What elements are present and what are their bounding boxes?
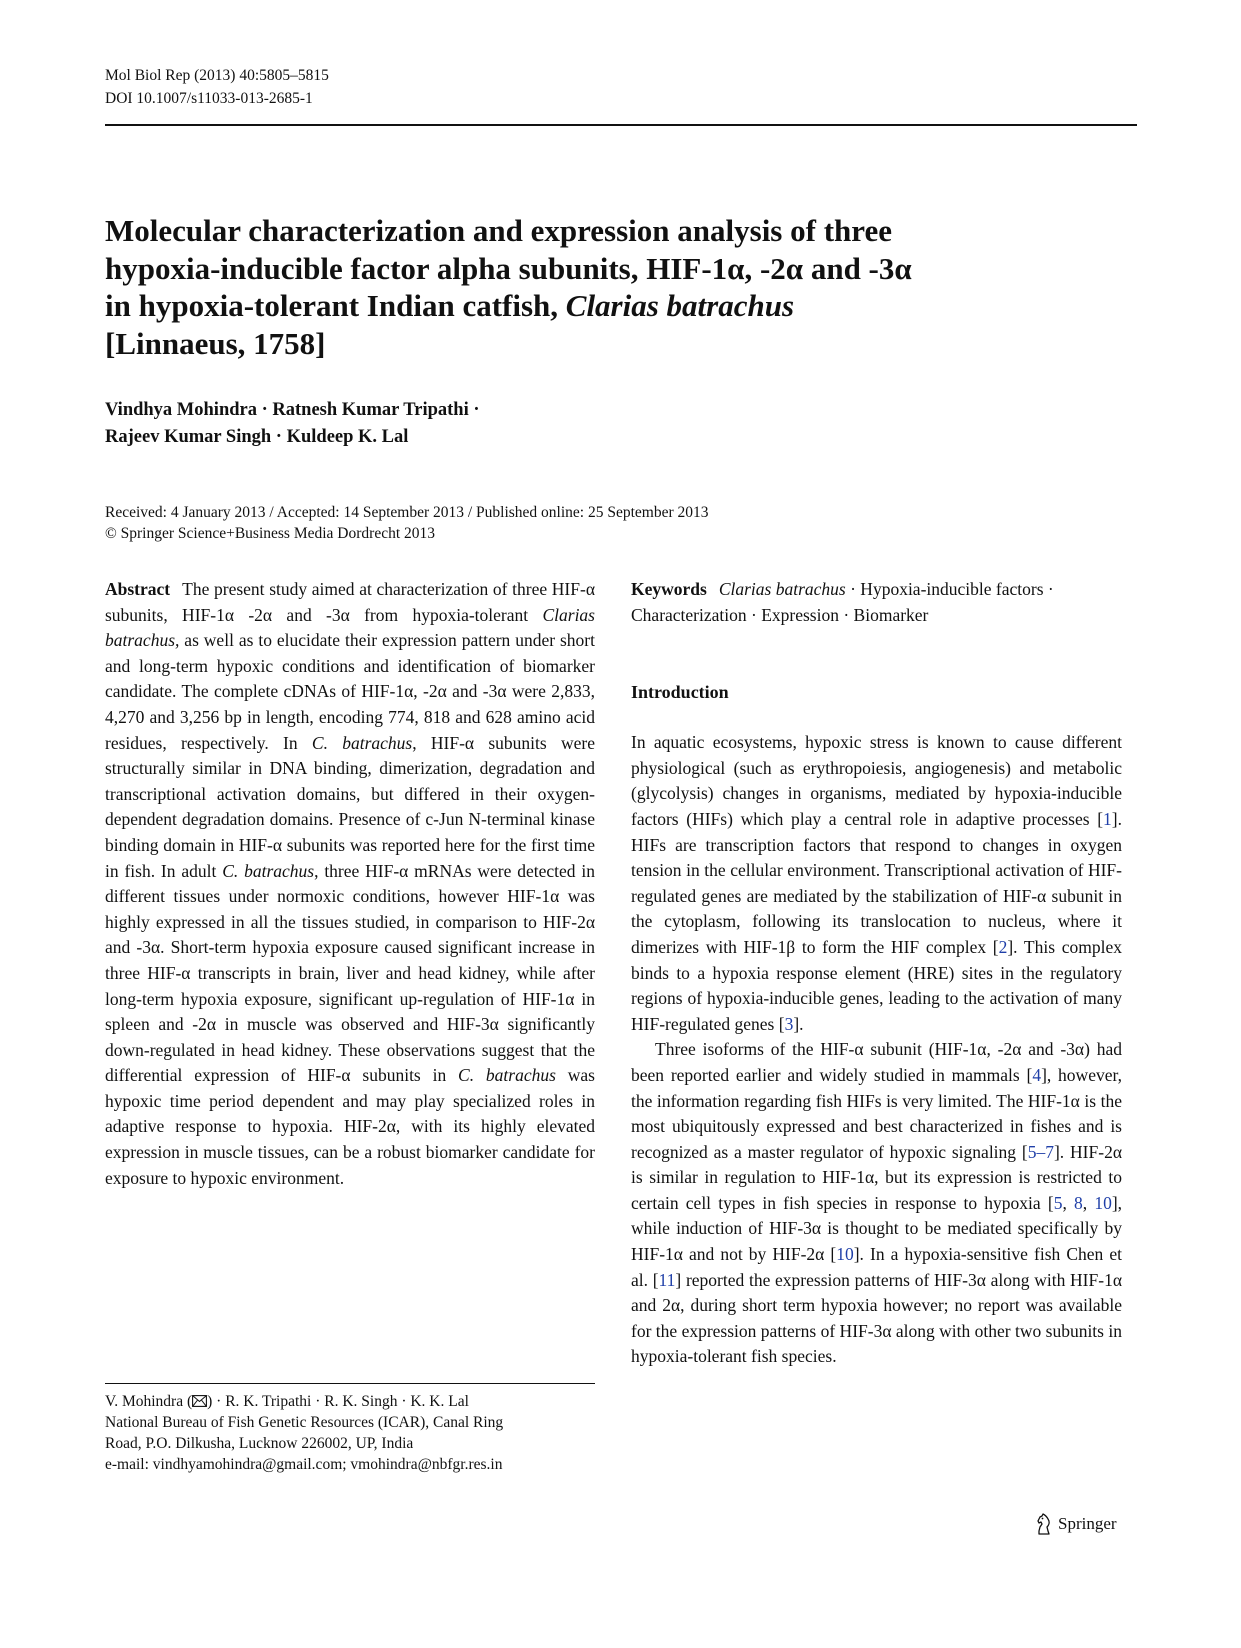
history-dates: Received: 4 January 2013 / Accepted: 14 September 2013 / Published online: 25 September 2013	[105, 504, 709, 521]
article-title	[105, 212, 1105, 362]
affiliation-authors: V. Mohindra ( ) · R. K. Tripathi · R. K. Singh · K. K. Lal	[105, 1393, 469, 1410]
abstract-text: The present study aimed at characterization of three HIF-α subunits, HIF-1α -2α and -3α from hypoxia-tolerant	[105, 579, 595, 625]
keyword-list: · Hypoxia-inducible factors · Characterization · Expression · Biomarker	[631, 579, 1054, 625]
citation-link[interactable]: 10	[836, 1244, 854, 1265]
title-line-2: hypoxia-inducible factor alpha subunits, HIF-1α, -2α and -3α	[105, 250, 912, 286]
intro-paragraph-2: Three isoforms of the HIF-α subunit (HIF-1α, -2α and -3α) had been reported earlier and widely studied in mammals [4], however, the information regarding fish HIFs is very limited. The HIF-1α is the most ubiquitously expressed and best characterized in fishes and is recognized as a master regulator of hypoxic signaling [5–7]. HIF-2α is similar in regulation to HIF-1α, but its expression is restricted to certain cell types in fish species in response to hypoxia [5, 8, 10], while induction of HIF-3α is thought to be mediated specifically by HIF-1α and not by HIF-2α [10]. In a hypoxia-sensitive fish Chen et al. [11] reported the expression patterns of HIF-3α along with HIF-1α and 2α, during short term hypoxia however; no report was available for the expression patterns of HIF-3α along with other two subunits in hypoxia-tolerant fish species.	[631, 1039, 1123, 1367]
affiliation-address: Road, P.O. Dilkusha, Lucknow 226002, UP, India	[105, 1435, 414, 1452]
abstract-species: C. batrachus	[311, 732, 413, 753]
citation-link[interactable]: 2	[998, 936, 1008, 957]
title-line-1: Molecular characterization and expression analysis of three	[105, 213, 892, 248]
citation-link[interactable]: 5–7	[1027, 1141, 1054, 1162]
citation-link[interactable]: 5	[1053, 1192, 1063, 1213]
citation-link[interactable]: 11	[658, 1269, 676, 1290]
intro-paragraph-1: In aquatic ecosystems, hypoxic stress is known to cause different physiological (such as erythropoiesis, angiogenesis) and metabolic (glycolysis) changes in organisms, mediated by hypoxia-inducible factors (HIFs) which play a central role in adaptive processes [1]. HIFs are transcription factors that respond to changes in oxygen tension in the cellular environment. Transcriptional activation of HIF-regulated genes are mediated by the stabilization of HIF-α subunit in the cytoplasm, following its translocation to nucleus, where it dimerizes with HIF-1β to form the HIF complex [2]. This complex binds to a hypoxia response element (HRE) sites in the regulatory regions of hypoxia-inducible genes, leading to the activation of many HIF-regulated genes [3].	[631, 732, 1122, 1034]
keyword-species: Clarias batrachus	[718, 579, 846, 599]
doi: DOI 10.1007/s11033-013-2685-1	[105, 90, 313, 107]
citation-link[interactable]: 10	[1094, 1192, 1112, 1213]
publisher-name: Springer	[1058, 1514, 1117, 1533]
publication-history	[105, 502, 1005, 544]
introduction-heading: Introduction	[631, 682, 729, 703]
publisher-mark	[1036, 1513, 1117, 1535]
affiliation-email[interactable]: e-mail: vindhyamohindra@gmail.com; vmohindra@nbfgr.res.in	[105, 1456, 503, 1473]
abstract-text: , HIF-α subunits were structurally similar in DNA binding, dimerization, degradation and transcriptional activation domains, but differed in their oxygen-dependent degradation domains. Presence of c-Jun N-terminal kinase binding domain in HIF-α subunits was reported here for the first time in fish. In adult	[105, 732, 595, 881]
citation-link[interactable]: 3	[784, 1013, 794, 1034]
authors-line-2: Rajeev Kumar Singh · Kuldeep K. Lal	[105, 427, 409, 447]
title-line-3: in hypoxia-tolerant Indian catfish,	[105, 288, 566, 323]
citation-link[interactable]: 4	[1032, 1064, 1042, 1085]
envelope-icon	[192, 1393, 207, 1410]
abstract-species: Clarias batrachus,	[105, 604, 595, 651]
affiliation-institute: National Bureau of Fish Genetic Resources (ICAR), Canal Ring	[105, 1414, 504, 1431]
journal-header	[105, 64, 329, 110]
copyright: © Springer Science+Business Media Dordrecht 2013	[105, 525, 436, 542]
springer-knight-icon	[1036, 1513, 1052, 1535]
keywords-label: Keywords	[631, 579, 707, 599]
keywords	[631, 577, 1122, 628]
authors-line-1: Vindhya Mohindra · Ratnesh Kumar Tripathi ·	[105, 400, 480, 420]
title-species: Clarias batrachus	[565, 288, 795, 323]
header-rule	[105, 124, 1137, 126]
abstract-species: C. batrachus	[222, 860, 315, 881]
abstract-species: C. batrachus	[458, 1065, 556, 1086]
citation-link[interactable]: 1	[1103, 808, 1112, 829]
abstract-text: was hypoxic time period dependent and may play specialized roles in adaptive response to hypoxia. HIF-2α, with its highly elevated expression in muscle tissues, can be a robust biomarker candidate for exposure to hypoxic environment.	[105, 1065, 595, 1188]
author-affiliation	[105, 1383, 595, 1475]
citation-link[interactable]: 8	[1074, 1192, 1083, 1213]
journal-citation: Mol Biol Rep (2013) 40:5805–5815	[105, 67, 329, 84]
abstract-text: , three HIF-α mRNAs were detected in different tissues under normoxic conditions, however HIF-1α was highly expressed in all the tissues studied, in comparison to HIF-2α and -3α. Short-term hypoxia exposure caused significant increase in three HIF-α transcripts in brain, liver and head kidney, while after long-term hypoxia exposure, significant up-regulation of HIF-1α in spleen and -2α in muscle was observed and HIF-3α significantly down-regulated in head kidney. These observations suggest that the differential expression of HIF-α subunits in	[105, 860, 595, 1086]
right-column	[631, 577, 1122, 1370]
abstract-label: Abstract	[105, 579, 171, 599]
abstract-text: as well as to elucidate their expression pattern under short and long-term hypoxic conditions and identification of biomarker candidate. The complete cDNAs of HIF-1α, -2α and -3α were 2,833, 4,270 and 3,256 bp in length, encoding 774, 818 and 628 amino acid residues, respectively. In	[105, 630, 595, 753]
abstract	[105, 577, 595, 1191]
title-line-4: [Linnaeus, 1758]	[105, 325, 326, 361]
left-column	[105, 577, 595, 1191]
author-list	[105, 397, 805, 451]
